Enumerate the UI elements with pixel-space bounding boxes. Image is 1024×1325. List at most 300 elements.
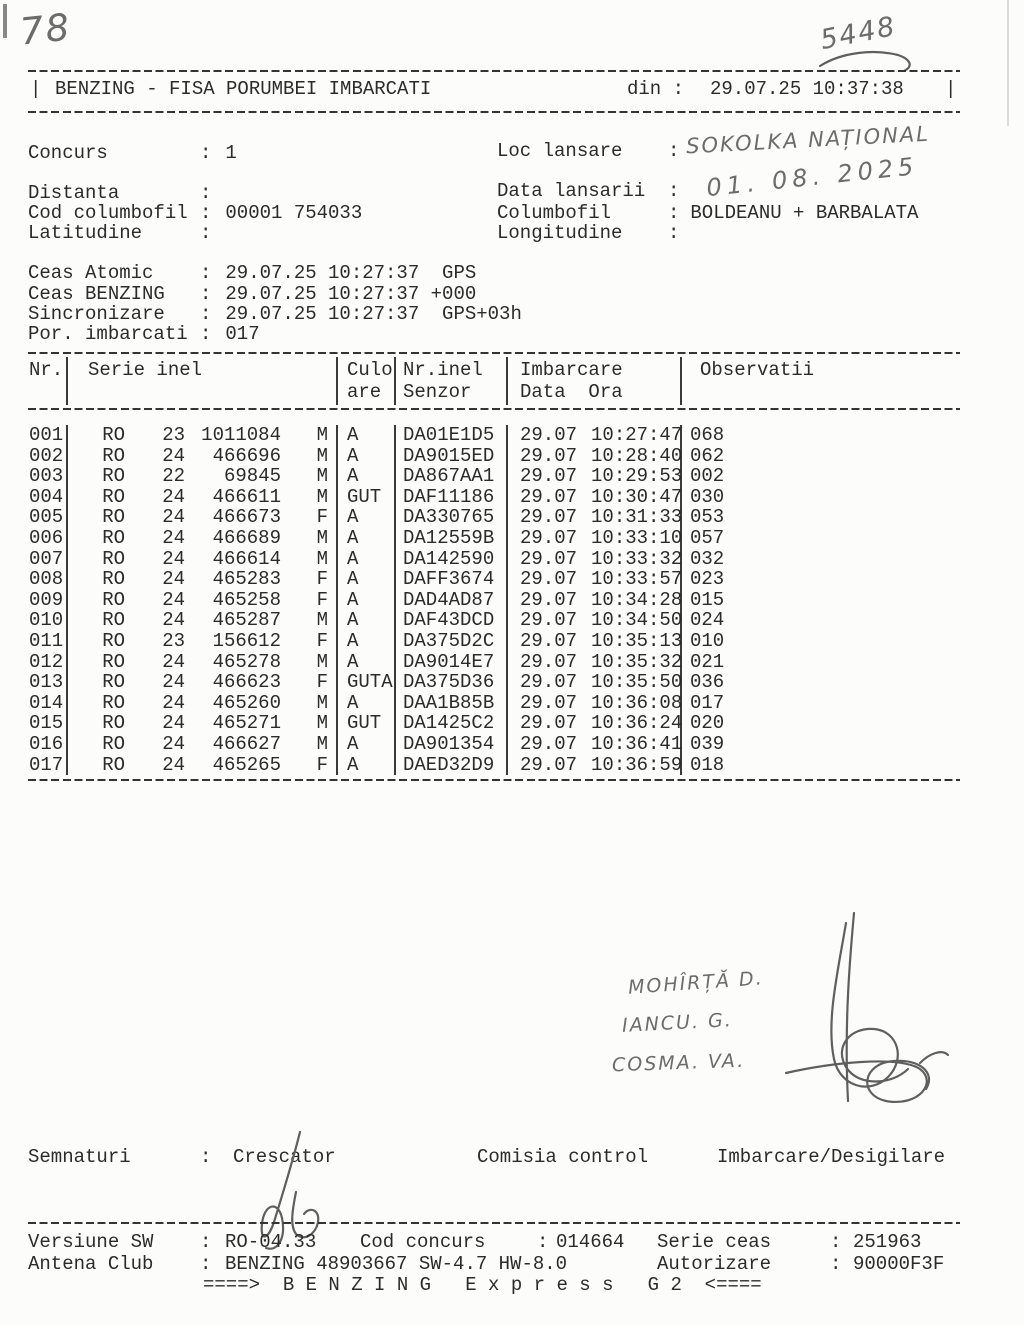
- row-sensor: DA330765: [396, 507, 508, 528]
- header-culoare: [338, 357, 396, 405]
- table-row: [28, 425, 960, 446]
- colon: :: [668, 202, 680, 224]
- title-right-pipe: |: [945, 78, 957, 100]
- row-observatii: 068: [690, 424, 725, 446]
- row-serie-inel: [68, 631, 338, 652]
- info-value: 1: [225, 142, 237, 164]
- row-sensor: DA867AA1: [396, 466, 508, 487]
- row-imbarcare: [508, 610, 682, 631]
- info-line-concurs: [28, 143, 237, 163]
- row-country: RO: [102, 609, 125, 632]
- row-sensor: DA9015ED: [396, 446, 508, 467]
- row-observatii: 020: [690, 712, 725, 735]
- row-imbarcare: [508, 693, 682, 714]
- row-time: 10:36:08: [591, 691, 683, 714]
- row-date: 29.07: [520, 691, 578, 714]
- row-year: 24: [162, 691, 185, 714]
- row-time: 10:35:13: [591, 629, 683, 652]
- row-sensor: DAF11186: [396, 487, 508, 508]
- row-date: 29.07: [520, 526, 578, 549]
- colon: :: [200, 142, 212, 164]
- row-ring-number: 466627: [212, 732, 281, 755]
- row-observatii: 036: [690, 671, 725, 694]
- header-imbarcare: [508, 357, 682, 405]
- colon: :: [830, 1231, 842, 1253]
- info-label: Cod columbofil: [28, 202, 188, 224]
- row-nr: 007: [28, 549, 68, 570]
- row-sensor: DAF43DCD: [396, 610, 508, 631]
- row-color: A: [338, 610, 396, 631]
- row-serie-inel: [68, 507, 338, 528]
- row-color: GUTA: [338, 672, 396, 693]
- row-sensor: DAA1B85B: [396, 693, 508, 714]
- row-year: 24: [162, 506, 185, 529]
- page-title: BENZING - FISA PORUMBEI IMBARCATI: [55, 78, 432, 100]
- header-culoare-line2: are: [347, 381, 382, 403]
- antena-club-value: BENZING 48903667 SW-4.7 HW-8.0: [225, 1253, 568, 1275]
- row-ring-number: 465287: [212, 609, 281, 632]
- row-country: RO: [102, 568, 125, 591]
- row-sex: M: [316, 650, 328, 673]
- row-year: 24: [162, 526, 185, 549]
- row-country: RO: [102, 485, 125, 508]
- divider: [28, 111, 960, 113]
- table-row: [28, 652, 960, 673]
- table-row: [28, 631, 960, 652]
- row-serie-inel: [68, 446, 338, 467]
- row-sex: M: [316, 424, 328, 446]
- row-time: 10:33:32: [591, 547, 683, 570]
- row-serie-inel: [68, 755, 338, 776]
- row-sensor: DA375D2C: [396, 631, 508, 652]
- row-time: 10:36:59: [591, 753, 683, 776]
- row-year: 24: [162, 547, 185, 570]
- row-color: A: [338, 631, 396, 652]
- row-ring-number: 465260: [212, 691, 281, 714]
- row-time: 10:36:41: [591, 732, 683, 755]
- antena-club-label: Antena Club: [28, 1253, 154, 1275]
- colon: :: [200, 222, 212, 244]
- row-country: RO: [102, 588, 125, 611]
- row-color: A: [338, 425, 396, 446]
- row-year: 24: [162, 671, 185, 694]
- signature-committee: [750, 905, 950, 1115]
- row-imbarcare: [508, 672, 682, 693]
- colon: :: [668, 140, 680, 162]
- row-serie-inel: [68, 528, 338, 549]
- scan-edge-artifact: [1007, 0, 1009, 126]
- row-date: 29.07: [520, 609, 578, 632]
- row-time: 10:34:28: [591, 588, 683, 611]
- row-serie-inel: [68, 425, 338, 446]
- row-ring-number: 69845: [223, 465, 281, 488]
- row-time: 10:30:47: [591, 485, 683, 508]
- row-date: 29.07: [520, 629, 578, 652]
- info-label: Data lansarii: [497, 180, 646, 202]
- row-imbarcare: [508, 466, 682, 487]
- row-country: RO: [102, 506, 125, 529]
- info-label: Columbofil: [497, 202, 612, 224]
- crescator-label: Crescator: [233, 1146, 336, 1168]
- divider: [28, 352, 960, 354]
- row-date: 29.07: [520, 444, 578, 467]
- row-date: 29.07: [520, 650, 578, 673]
- table-row: [28, 713, 960, 734]
- pigeon-table: [28, 357, 960, 405]
- row-imbarcare: [508, 425, 682, 446]
- row-year: 22: [162, 465, 185, 488]
- row-imbarcare: [508, 590, 682, 611]
- row-imbarcare: [508, 652, 682, 673]
- header-serie-inel: Serie inel: [68, 357, 338, 405]
- title-left-pipe: |: [30, 78, 42, 100]
- row-sensor: DAD4AD87: [396, 590, 508, 611]
- row-country: RO: [102, 526, 125, 549]
- row-sex: M: [316, 444, 328, 467]
- row-color: A: [338, 590, 396, 611]
- serie-ceas-value: 251963: [853, 1231, 922, 1253]
- colon: :: [200, 1146, 212, 1168]
- row-imbarcare: [508, 528, 682, 549]
- row-observatii: 030: [690, 485, 725, 508]
- row-sex: M: [316, 526, 328, 549]
- row-time: 10:33:10: [591, 526, 683, 549]
- row-sensor: DAED32D9: [396, 755, 508, 776]
- serie-ceas-label: Serie ceas: [657, 1231, 772, 1253]
- row-ring-number: 466689: [212, 526, 281, 549]
- row-observatii: 010: [690, 629, 725, 652]
- row-sensor: DA375D36: [396, 672, 508, 693]
- table-row: [28, 590, 960, 611]
- header-nr: Nr.: [28, 357, 68, 405]
- row-year: 24: [162, 568, 185, 591]
- row-date: 29.07: [520, 506, 578, 529]
- info-line-cod-columbofil: [28, 203, 362, 223]
- table-row: [28, 446, 960, 467]
- row-serie-inel: [68, 487, 338, 508]
- row-date: 29.07: [520, 671, 578, 694]
- info-value: 00001 754033: [225, 202, 363, 224]
- comisia-control-label: Comisia control: [477, 1146, 649, 1168]
- row-ring-number: 465271: [212, 712, 281, 735]
- header-observatii: Observatii: [700, 359, 815, 381]
- row-color: A: [338, 528, 396, 549]
- row-year: 24: [162, 588, 185, 611]
- row-date: 29.07: [520, 753, 578, 776]
- row-nr: 013: [28, 672, 68, 693]
- imbarcare-desigilare-label: Imbarcare/Desigilare: [717, 1146, 946, 1168]
- benzing-express-line: ====> B E N Z I N G E x p r e s s G 2 <====: [203, 1274, 762, 1296]
- table-row: [28, 507, 960, 528]
- row-ring-number: 1011084: [201, 424, 281, 446]
- row-color: A: [338, 466, 396, 487]
- row-date: 29.07: [520, 732, 578, 755]
- row-nr: 008: [28, 569, 68, 590]
- row-year: 24: [162, 485, 185, 508]
- row-country: RO: [102, 712, 125, 735]
- row-serie-inel: [68, 569, 338, 590]
- divider: [28, 779, 960, 781]
- row-sensor: DA142590: [396, 549, 508, 570]
- row-color: A: [338, 693, 396, 714]
- info-label: Loc lansare: [497, 140, 623, 162]
- row-nr: 006: [28, 528, 68, 549]
- table-row: [28, 672, 960, 693]
- row-sex: F: [316, 506, 328, 529]
- row-sensor: DA9014E7: [396, 652, 508, 673]
- row-country: RO: [102, 547, 125, 570]
- colon: :: [200, 182, 212, 204]
- row-serie-inel: [68, 713, 338, 734]
- colon: :: [200, 202, 212, 224]
- info-value: [679, 180, 690, 202]
- row-sensor: DA901354: [396, 734, 508, 755]
- handwritten-data-lansarii: 01. 08. 2025: [705, 151, 920, 203]
- autorizare-label: Autorizare: [657, 1253, 772, 1275]
- row-observatii: 018: [690, 753, 725, 776]
- row-sensor: DAFF3674: [396, 569, 508, 590]
- header-culoare-line1: Culo: [347, 359, 393, 381]
- row-year: 24: [162, 444, 185, 467]
- row-country: RO: [102, 691, 125, 714]
- row-color: A: [338, 446, 396, 467]
- table-row: [28, 487, 960, 508]
- header-senzor-line2: Senzor: [403, 381, 472, 403]
- row-imbarcare: [508, 549, 682, 570]
- divider: [28, 408, 960, 410]
- cod-concurs-value: 014664: [556, 1231, 625, 1253]
- row-sex: M: [316, 465, 328, 488]
- row-serie-inel: [68, 672, 338, 693]
- row-nr: 009: [28, 590, 68, 611]
- row-sex: M: [316, 732, 328, 755]
- table-row: [28, 755, 960, 776]
- row-ring-number: 466673: [212, 506, 281, 529]
- row-imbarcare: [508, 734, 682, 755]
- row-sex: M: [316, 547, 328, 570]
- info-line-longitudine: [497, 223, 690, 243]
- row-date: 29.07: [520, 568, 578, 591]
- row-year: 24: [162, 732, 185, 755]
- row-time: 10:27:47: [591, 424, 683, 446]
- info-line-columbofil: [497, 203, 918, 223]
- row-date: 29.07: [520, 424, 578, 446]
- row-time: 10:28:40: [591, 444, 683, 467]
- versiune-sw-value: RO-04.33: [225, 1231, 317, 1253]
- row-time: 10:34:50: [591, 609, 683, 632]
- row-ring-number: 465278: [212, 650, 281, 673]
- row-serie-inel: [68, 466, 338, 487]
- table-row: [28, 610, 960, 631]
- row-sex: F: [316, 629, 328, 652]
- row-ring-number: 465265: [212, 753, 281, 776]
- colon: :: [200, 303, 212, 325]
- row-color: A: [338, 734, 396, 755]
- row-year: 23: [162, 424, 185, 446]
- info-label: Longitudine: [497, 222, 623, 244]
- table-row: [28, 549, 960, 570]
- row-time: 10:31:33: [591, 506, 683, 529]
- row-color: GUT: [338, 487, 396, 508]
- row-date: 29.07: [520, 547, 578, 570]
- row-sex: M: [316, 691, 328, 714]
- versiune-sw-label: Versiune SW: [28, 1231, 154, 1253]
- row-observatii: 053: [690, 506, 725, 529]
- row-nr: 016: [28, 734, 68, 755]
- row-observatii: 057: [690, 526, 725, 549]
- row-serie-inel: [68, 590, 338, 611]
- row-ring-number: 466623: [212, 671, 281, 694]
- row-country: RO: [102, 753, 125, 776]
- row-year: 24: [162, 712, 185, 735]
- info-line-data-lansarii: [497, 181, 690, 201]
- row-ring-number: 466696: [212, 444, 281, 467]
- clock-value: 29.07.25 10:27:37 GPS: [225, 262, 477, 284]
- row-country: RO: [102, 465, 125, 488]
- handwritten-name-3: COSMA. VA.: [611, 1049, 746, 1077]
- handwritten-top-right-number: 5448: [817, 10, 899, 57]
- divider: [28, 1222, 960, 1224]
- info-line-loc-lansare: [497, 141, 690, 161]
- row-nr: 010: [28, 610, 68, 631]
- row-imbarcare: [508, 713, 682, 734]
- info-label: Distanta: [28, 182, 120, 204]
- row-observatii: 032: [690, 547, 725, 570]
- row-color: A: [338, 652, 396, 673]
- row-observatii: 017: [690, 691, 725, 714]
- row-nr: 012: [28, 652, 68, 673]
- row-ring-number: 465283: [212, 568, 281, 591]
- row-imbarcare: [508, 569, 682, 590]
- row-year: 24: [162, 650, 185, 673]
- row-year: 24: [162, 753, 185, 776]
- info-line-distanta: [28, 183, 225, 203]
- table-row: [28, 528, 960, 549]
- row-sex: M: [316, 609, 328, 632]
- handwritten-name-2: IANCU. G.: [621, 1009, 734, 1037]
- row-nr: 015: [28, 713, 68, 734]
- row-imbarcare: [508, 631, 682, 652]
- row-nr: 001: [28, 425, 68, 446]
- autorizare-value: 90000F3F: [853, 1253, 945, 1275]
- info-label: Latitudine: [28, 222, 143, 244]
- clock-label: Ceas Atomic: [28, 262, 154, 284]
- row-ring-number: 466611: [212, 485, 281, 508]
- row-serie-inel: [68, 693, 338, 714]
- handwritten-loc-lansare: SOKOLKA NAȚIONAL: [685, 121, 931, 159]
- row-observatii: 024: [690, 609, 725, 632]
- cod-concurs-label: Cod concurs: [360, 1231, 486, 1253]
- table-header: [28, 357, 960, 405]
- report-datetime: 29.07.25 10:37:38: [710, 78, 904, 100]
- table-row: [28, 693, 960, 714]
- row-color: A: [338, 755, 396, 776]
- row-country: RO: [102, 732, 125, 755]
- table-row: [28, 734, 960, 755]
- row-observatii: 021: [690, 650, 725, 673]
- divider: [28, 70, 960, 72]
- clock-value: 29.07.25 10:27:37 GPS+03h: [225, 303, 522, 325]
- clock-label: Ceas BENZING: [28, 283, 165, 305]
- row-sex: F: [316, 588, 328, 611]
- info-value: [679, 222, 690, 244]
- scan-corner-artifact: [3, 4, 7, 38]
- info-value: BOLDEANU + BARBALATA: [690, 202, 919, 224]
- row-date: 29.07: [520, 588, 578, 611]
- info-label: Concurs: [28, 142, 108, 164]
- row-color: A: [338, 569, 396, 590]
- table-row: [28, 569, 960, 590]
- colon: :: [200, 1231, 212, 1253]
- row-country: RO: [102, 444, 125, 467]
- clock-value: 29.07.25 10:27:37 +000: [225, 283, 477, 305]
- row-imbarcare: [508, 755, 682, 776]
- row-sex: F: [316, 671, 328, 694]
- row-serie-inel: [68, 549, 338, 570]
- colon: :: [200, 1253, 212, 1275]
- row-nr: 011: [28, 631, 68, 652]
- row-time: 10:36:24: [591, 712, 683, 735]
- info-value: [211, 182, 225, 204]
- row-country: RO: [102, 671, 125, 694]
- header-senzor: [396, 357, 508, 405]
- row-imbarcare: [508, 487, 682, 508]
- colon: :: [668, 180, 680, 202]
- info-value: [211, 222, 225, 244]
- colon: :: [200, 262, 212, 284]
- clock-line-benzing: [28, 284, 476, 304]
- table-row: [28, 466, 960, 487]
- row-imbarcare: [508, 446, 682, 467]
- row-serie-inel: [68, 610, 338, 631]
- row-ring-number: 465258: [212, 588, 281, 611]
- row-serie-inel: [68, 734, 338, 755]
- row-color: A: [338, 507, 396, 528]
- row-color: GUT: [338, 713, 396, 734]
- colon: :: [668, 222, 680, 244]
- row-color: A: [338, 549, 396, 570]
- row-time: 10:35:50: [591, 671, 683, 694]
- row-observatii: 002: [690, 465, 725, 488]
- row-country: RO: [102, 650, 125, 673]
- row-nr: 017: [28, 755, 68, 776]
- row-ring-number: 156612: [212, 629, 281, 652]
- colon: :: [830, 1253, 842, 1275]
- colon: :: [200, 283, 212, 305]
- row-country: RO: [102, 629, 125, 652]
- row-time: 10:33:57: [591, 568, 683, 591]
- clock-line-por-imbarcati: [28, 324, 260, 344]
- row-imbarcare: [508, 507, 682, 528]
- row-year: 24: [162, 609, 185, 632]
- row-date: 29.07: [520, 712, 578, 735]
- row-sex: F: [316, 753, 328, 776]
- row-country: RO: [102, 424, 125, 446]
- row-sex: F: [316, 568, 328, 591]
- info-line-latitudine: [28, 223, 225, 243]
- handwritten-name-1: MOHÎRȚĂ D.: [627, 967, 765, 999]
- row-serie-inel: [68, 652, 338, 673]
- clock-label: Por. imbarcati: [28, 323, 188, 345]
- clock-line-sincronizare: [28, 304, 522, 324]
- colon: :: [200, 323, 212, 345]
- row-nr: 005: [28, 507, 68, 528]
- clock-value: 017: [225, 323, 260, 345]
- row-observatii: 023: [690, 568, 725, 591]
- row-sensor: DA01E1D5: [396, 425, 508, 446]
- row-time: 10:35:32: [591, 650, 683, 673]
- row-date: 29.07: [520, 485, 578, 508]
